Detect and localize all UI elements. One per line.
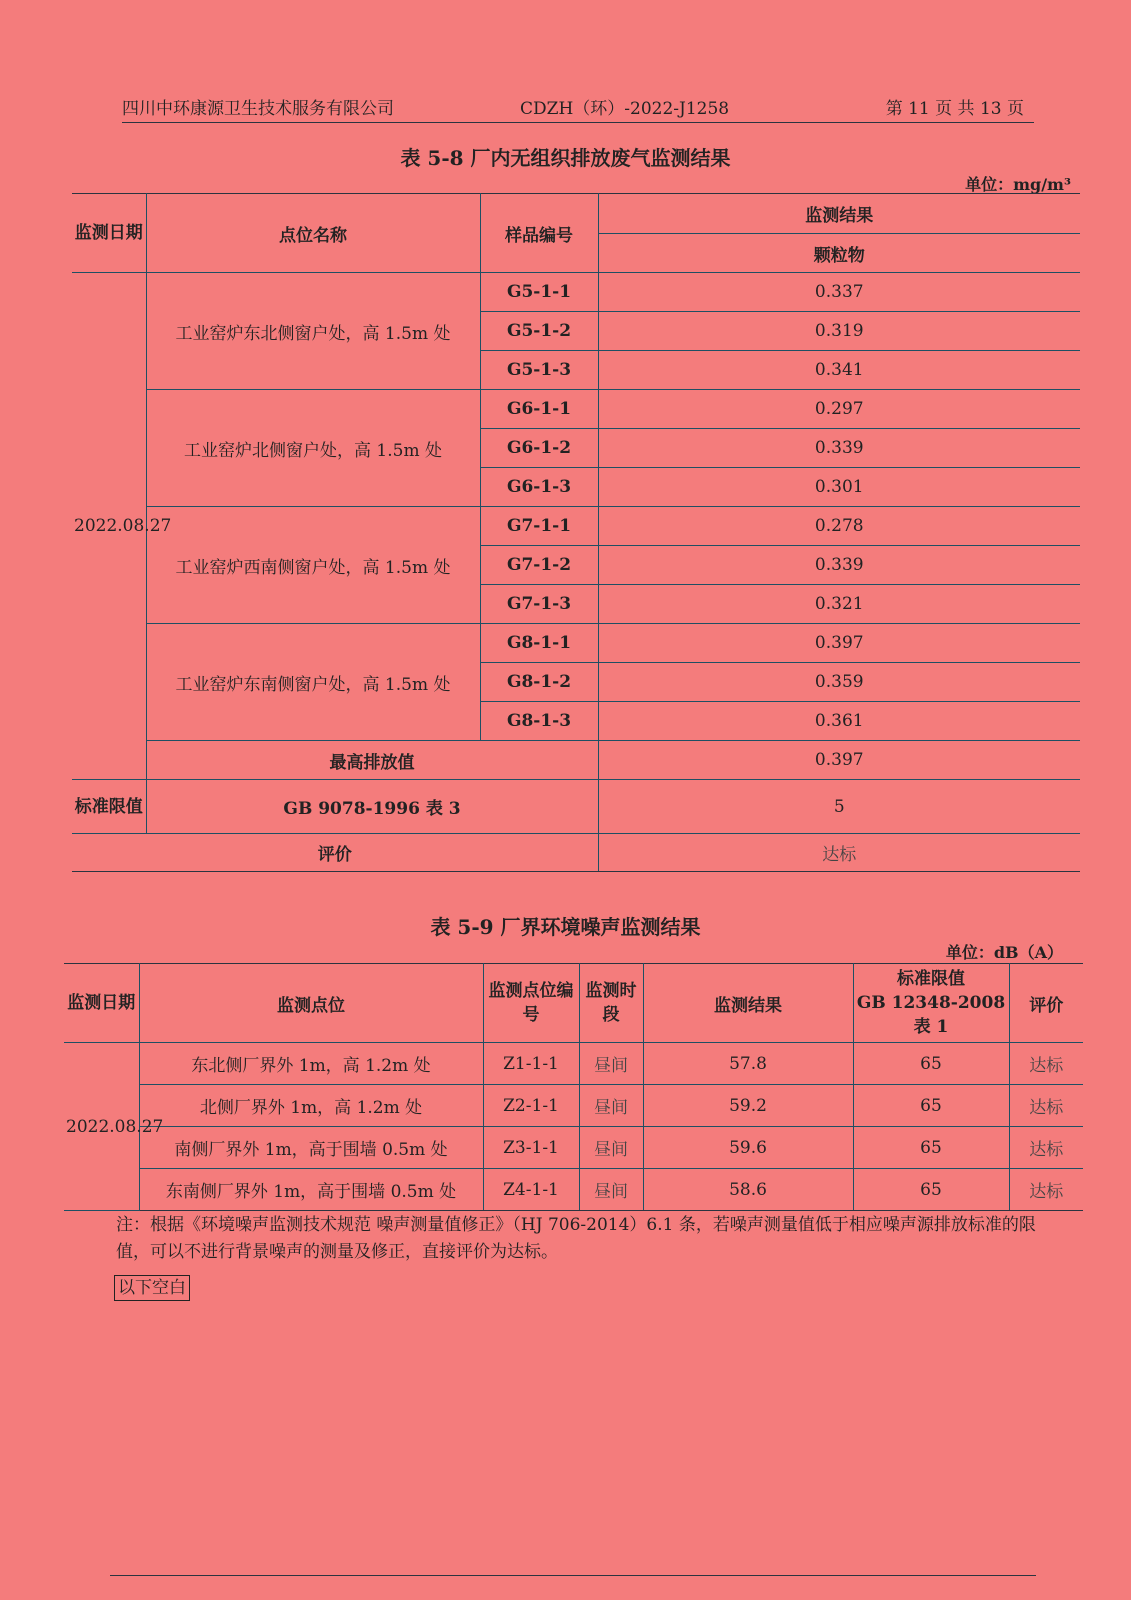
location-cell: 工业窑炉东南侧窗户处，高 1.5m 处 [146,624,480,741]
sample-id: G8-1-2 [480,663,598,702]
header-pollutant: 颗粒物 [598,234,1080,273]
sample-id: G7-1-1 [480,507,598,546]
result-value: 0.319 [598,312,1080,351]
header-point-code: 监测点位编号 [483,964,579,1043]
header-result: 监测结果 [598,194,1080,234]
point-code: Z4-1-1 [483,1169,579,1211]
sample-id: G5-1-2 [480,312,598,351]
noise-limit: 65 [853,1127,1009,1169]
standard-value: 5 [598,780,1080,834]
result-value: 0.397 [598,624,1080,663]
page-header [122,92,1034,123]
noise-limit: 65 [853,1043,1009,1085]
result-value: 0.339 [598,429,1080,468]
table1-title: 表 5-8 厂内无组织排放废气监测结果 [400,146,731,170]
max-emission-label: 最高排放值 [146,741,598,780]
point-code: Z3-1-1 [483,1127,579,1169]
header-point: 监测点位 [139,964,483,1043]
noise-evaluation: 达标 [1009,1085,1083,1127]
page-number: 第 11 页 共 13 页 [885,99,1024,119]
period: 昼间 [579,1043,643,1085]
location-cell: 工业窑炉西南侧窗户处，高 1.5m 处 [146,507,480,624]
noise-limit: 65 [853,1085,1009,1127]
header-result: 监测结果 [643,964,853,1043]
header-standard [853,964,1009,1043]
sample-id: G6-1-2 [480,429,598,468]
max-emission-value: 0.397 [598,741,1080,780]
exhaust-gas-table [72,193,1080,872]
standard-name: GB 9078-1996 表 3 [146,780,598,834]
result-value: 0.361 [598,702,1080,741]
header-evaluation: 评价 [1009,964,1083,1043]
sample-id: G6-1-3 [480,468,598,507]
location-cell: 工业窑炉北侧窗户处，高 1.5m 处 [146,390,480,507]
result-value: 0.321 [598,585,1080,624]
noise-result: 59.6 [643,1127,853,1169]
point-name: 东南侧厂界外 1m，高于围墙 0.5m 处 [139,1169,483,1211]
period: 昼间 [579,1127,643,1169]
result-value: 0.301 [598,468,1080,507]
table1-unit: 单位：mg/m³ [965,175,1071,194]
evaluation-value: 达标 [598,834,1080,872]
period: 昼间 [579,1085,643,1127]
point-code: Z1-1-1 [483,1043,579,1085]
standard-line-2: GB 12348-2008 [856,993,1006,1013]
standard-label: 标准限值 [72,780,146,834]
point-name: 南侧厂界外 1m，高于围墙 0.5m 处 [139,1127,483,1169]
standard-line-1: 标准限值 [897,969,965,989]
sample-id: G5-1-3 [480,351,598,390]
header-location: 点位名称 [146,194,480,273]
sample-id: G8-1-1 [480,624,598,663]
result-value: 0.297 [598,390,1080,429]
result-value: 0.339 [598,546,1080,585]
sample-id: G6-1-1 [480,390,598,429]
result-value: 0.359 [598,663,1080,702]
noise-evaluation: 达标 [1009,1127,1083,1169]
header-date: 监测日期 [72,194,146,273]
sample-id: G7-1-3 [480,585,598,624]
noise-table [64,963,1083,1211]
noise-result: 59.2 [643,1085,853,1127]
period: 昼间 [579,1169,643,1211]
table2-title: 表 5-9 厂界环境噪声监测结果 [430,915,701,939]
sample-id: G5-1-1 [480,273,598,312]
header-date: 监测日期 [64,964,139,1043]
result-value: 0.278 [598,507,1080,546]
report-code: CDZH（环）-2022-J1258 [520,99,730,119]
point-name: 北侧厂界外 1m，高 1.2m 处 [139,1085,483,1127]
noise-result: 58.6 [643,1169,853,1211]
header-period: 监测时段 [579,964,643,1043]
header-sample: 样品编号 [480,194,598,273]
noise-evaluation: 达标 [1009,1169,1083,1211]
table2-unit: 单位：dB（A） [945,943,1063,962]
evaluation-label: 评价 [72,834,598,872]
noise-limit: 65 [853,1169,1009,1211]
result-value: 0.337 [598,273,1080,312]
noise-evaluation: 达标 [1009,1043,1083,1085]
sample-id: G7-1-2 [480,546,598,585]
location-cell: 工业窑炉东北侧窗户处，高 1.5m 处 [146,273,480,390]
blank-below-mark: 以下空白 [114,1275,190,1301]
noise-result: 57.8 [643,1043,853,1085]
point-code: Z2-1-1 [483,1085,579,1127]
point-name: 东北侧厂界外 1m，高 1.2m 处 [139,1043,483,1085]
sample-id: G8-1-3 [480,702,598,741]
footer-divider [110,1575,1036,1576]
footnote: 注：根据《环境噪声监测技术规范 噪声测量值修正》（HJ 706-2014）6.1 条，若噪声测量值低于相应噪声源排放标准的限值，可以不进行背景噪声的测量及修正，直接评价为达标。 [116,1215,1036,1262]
table2-date: 2022.08.27 [64,1043,139,1211]
company-name: 四川中环康源卫生技术服务有限公司 [122,99,394,119]
standard-line-3: 表 1 [913,1017,949,1037]
result-value: 0.341 [598,351,1080,390]
table1-date: 2022.08.27 [72,273,146,780]
